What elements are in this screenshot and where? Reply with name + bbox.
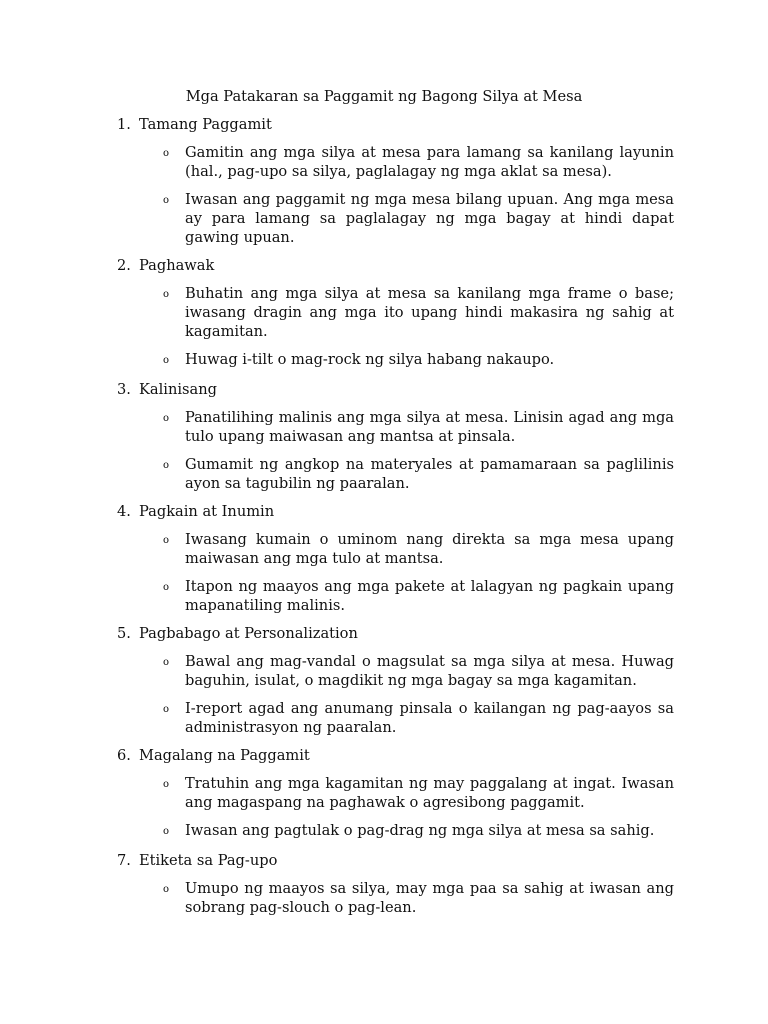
section-heading-text: Kalinisang [139,381,217,398]
section-items [117,879,677,917]
bullet-icon [117,350,185,371]
list-item-text: Umupo ng maayos sa silya, may mga paa sa sahig at iwasan ang sobrang pag-slouch o pag-lean. [185,880,674,916]
document-title [0,87,768,106]
list-item-text: I-report agad ang anumang pinsala o kailangan ng pag-aayos sa administrasyon ng paaralan. [185,700,674,736]
list-item-text: Bawal ang mag-vandal o magsulat sa mga silya at mesa. Huwag baguhin, isulat, o magdikit ng mga bagay sa mga kagamitan. [185,653,674,689]
section-heading-text: Pagbabago at Personalization [139,625,358,642]
bullet-icon [117,774,185,812]
bullet-glyph: o [163,460,170,471]
list-item-text: Iwasan ang paggamit ng mga mesa bilang upuan. Ang mga mesa ay para lamang sa paglalagay ng mga bagay at hindi dapat gawing upuan. [185,191,674,246]
bullet-glyph: o [163,826,170,837]
bullet-glyph: o [163,884,170,895]
section-heading-text: Etiketa sa Pag-upo [139,852,278,869]
list-item-text: Iwasan ang pagtulak o pag-drag ng mga silya at mesa sa sahig. [185,822,655,839]
section-heading-text: Tamang Paggamit [139,116,272,133]
bullet-glyph: o [163,657,170,668]
list-item-text: Gamitin ang mga silya at mesa para lamang sa kanilang layunin (hal., pag-upo sa silya, paglalagay ng mga aklat sa mesa). [185,144,674,180]
bullet-glyph: o [163,413,170,424]
section-items [117,530,677,615]
rules-list [117,115,677,926]
bullet-icon [117,821,185,842]
section-items [117,774,677,842]
section-number: 3. [117,381,131,398]
section-number: 6. [117,747,131,764]
section-heading-text: Pagkain at Inumin [139,503,275,520]
section-heading-text: Magalang na Paggamit [139,747,310,764]
list-item-text: Tratuhin ang mga kagamitan ng may paggalang at ingat. Iwasan ang magaspang na paghawak o agresibong paggamit. [185,775,674,811]
section-number: 5. [117,625,131,642]
bullet-icon [117,408,185,446]
bullet-glyph: o [163,779,170,790]
list-item [117,408,677,446]
list-item-text: Itapon ng maayos ang mga pakete at lalagyan ng pagkain upang mapanatiling malinis. [185,578,674,614]
list-item-text: Buhatin ang mga silya at mesa sa kanilang mga frame o base; iwasang dragin ang mga ito upang hindi makasira ng sahig at kagamitan. [185,285,674,340]
section-number: 7. [117,852,131,869]
bullet-glyph: o [163,148,170,159]
section-items [117,284,677,371]
list-item [117,577,677,615]
bullet-glyph: o [163,195,170,206]
bullet-icon [117,652,185,690]
bullet-icon [117,190,185,247]
bullet-icon [117,879,185,917]
section-heading [117,256,677,275]
list-item [117,821,677,842]
list-item [117,879,677,917]
bullet-icon [117,577,185,615]
section-heading [117,746,677,765]
bullet-icon [117,143,185,181]
section-items [117,143,677,247]
list-item-text: Huwag i-tilt o mag-rock ng silya habang nakaupo. [185,351,555,368]
bullet-glyph: o [163,355,170,366]
section-heading [117,380,677,399]
list-item [117,455,677,493]
list-item-text: Gumamit ng angkop na materyales at pamamaraan sa paglilinis ayon sa tagubilin ng paaralan. [185,456,674,492]
list-item [117,530,677,568]
list-item [117,774,677,812]
bullet-icon [117,530,185,568]
bullet-glyph: o [163,535,170,546]
list-item [117,350,677,371]
bullet-glyph: o [163,704,170,715]
rule-section [117,746,677,842]
section-heading [117,851,677,870]
section-heading [117,115,677,134]
list-item-text: Panatilihing malinis ang mga silya at mesa. Linisin agad ang mga tulo upang maiwasan ang mantsa at pinsala. [185,409,674,445]
section-heading [117,624,677,643]
section-number: 4. [117,503,131,520]
section-number: 1. [117,116,131,133]
rule-section [117,624,677,737]
list-item [117,190,677,247]
bullet-icon [117,455,185,493]
rule-section [117,256,677,371]
section-items [117,408,677,493]
rule-section [117,115,677,247]
rule-section [117,380,677,493]
list-item-text: Iwasang kumain o uminom nang direkta sa mga mesa upang maiwasan ang mga tulo at mantsa. [185,531,674,567]
list-item [117,143,677,181]
bullet-icon [117,284,185,341]
document-title-text: Mga Patakaran sa Paggamit ng Bagong Silya at Mesa [185,88,583,105]
bullet-glyph: o [163,289,170,300]
section-items [117,652,677,737]
bullet-icon [117,699,185,737]
section-number: 2. [117,257,131,274]
bullet-glyph: o [163,582,170,593]
list-item [117,652,677,690]
list-item [117,699,677,737]
rule-section [117,502,677,615]
section-heading [117,502,677,521]
section-heading-text: Paghawak [139,257,215,274]
rule-section [117,851,677,917]
list-item [117,284,677,341]
